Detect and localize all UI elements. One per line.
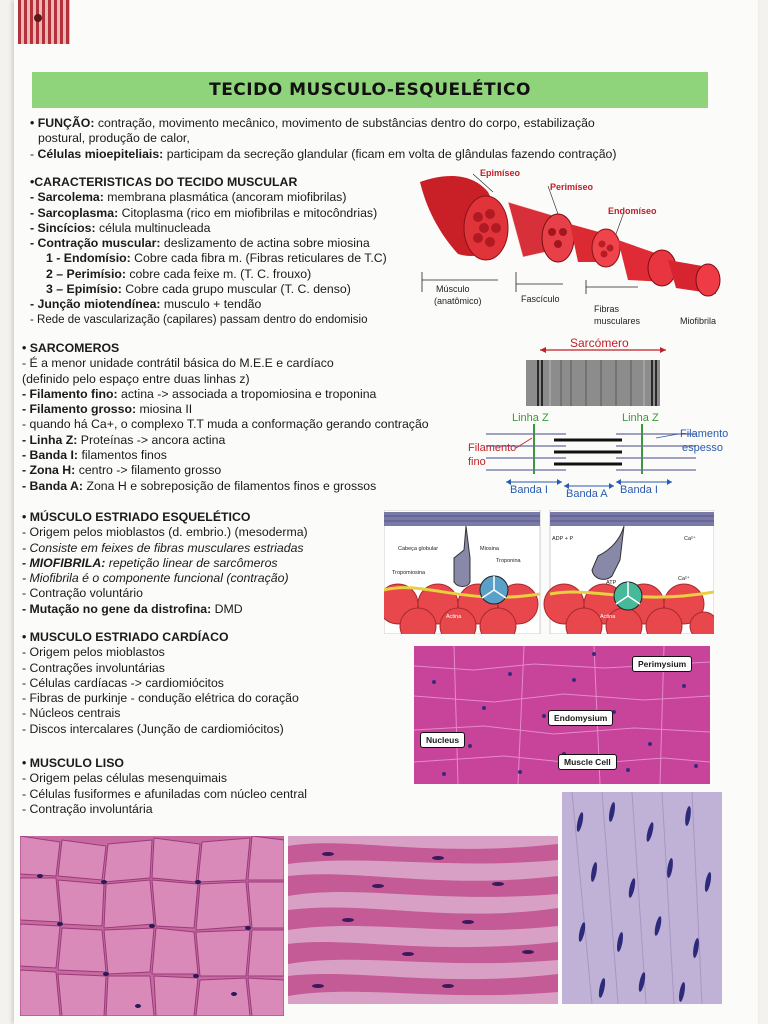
intro-block xyxy=(30,116,616,162)
list-item: - Filamento grosso: miosina II xyxy=(22,402,193,417)
list-item: - Mutação no gene da distrofina: DMD xyxy=(22,601,243,616)
label-linha-z-right: Linha Z xyxy=(622,412,659,424)
list-item: - Células cardíacas -> cardiomiócitos xyxy=(22,675,224,690)
myosin-actin-figure xyxy=(384,510,714,634)
list-item: - Origem pelas células mesenquimais xyxy=(22,771,228,786)
micrograph-skeletal xyxy=(20,836,284,1016)
list-item: - Filamento fino: actina -> associada a tropomiosina e troponina xyxy=(22,386,377,401)
title-bar xyxy=(32,72,708,108)
list-item: (definido pelo espaço entre duas linhas z) xyxy=(22,371,250,386)
label-fasciculo: Fascículo xyxy=(521,294,560,304)
list-item: - Sincícios: célula multinucleada xyxy=(30,220,211,235)
label-filamento-fino: Filamento xyxy=(468,442,517,454)
muscle-anatomy-figure xyxy=(418,162,730,330)
label-endomiseo: Endomíseo xyxy=(608,206,657,216)
label-endomysium: Endomysium xyxy=(548,710,613,726)
label-miosina: Miosina xyxy=(480,546,499,552)
list-item: - Origem pelos mioblastos xyxy=(22,645,165,660)
page-title: TECIDO MUSCULO-ESQUELÉTICO xyxy=(209,80,531,100)
histology-micrograph xyxy=(414,646,710,784)
label-fibras: Fibras xyxy=(594,304,620,314)
list-item: - Linha Z: Proteínas -> ancora actina xyxy=(22,432,226,447)
label-cabeca-globular: Cabeça globular xyxy=(398,546,439,552)
list-item: - MIOFIBRILA: repetição linear de sarcômeros xyxy=(22,555,278,570)
section-heading: • SARCOMEROS xyxy=(22,341,120,355)
label-adp-p: ADP + P xyxy=(552,536,574,542)
cardiaco-block xyxy=(22,630,299,737)
list-item: - Contrações involuntárias xyxy=(22,660,165,675)
label-espesso: espesso xyxy=(682,442,723,454)
list-item: - Fibras de purkinje - condução elétrica do coração xyxy=(22,691,299,706)
list-item: 2 – Perimísio: cobre cada feixe m. (T. C. frouxo) xyxy=(46,266,312,281)
label-sarcomero: Sarcómero xyxy=(570,336,629,350)
label-linha-z-left: Linha Z xyxy=(512,412,549,424)
list-item: - Sarcolema: membrana plasmática (ancoram miofibrilas) xyxy=(30,190,347,205)
myosin-actin-diagram xyxy=(384,510,714,634)
micrograph-smooth xyxy=(562,792,722,1004)
intro-line: postural, produção de calor, xyxy=(38,131,190,146)
list-item: - Contração muscular: deslizamento de actina sobre miosina xyxy=(30,236,370,251)
list-item: - Banda I: filamentos finos xyxy=(22,448,167,463)
liso-block xyxy=(22,756,307,817)
micrograph-skeletal-texture xyxy=(20,836,284,1016)
micrograph-cardiac xyxy=(288,836,558,1004)
list-item: - Núcleos centrais xyxy=(22,706,121,721)
label-perimiseo: Perimíseo xyxy=(550,182,594,192)
intro-line: • FUNÇÃO: contração, movimento mecânico, movimento de substâncias dentro do corpo, estabilização xyxy=(30,116,595,130)
label-musculares: musculares xyxy=(594,316,641,326)
label-troponina: Troponina xyxy=(496,558,521,564)
list-item: - Células fusiformes e afuniladas com núcleo central xyxy=(22,786,308,801)
list-item: - Zona H: centro -> filamento grosso xyxy=(22,463,222,478)
list-item: - Origem pelos mioblastos (d. embrio.) (mesoderma) xyxy=(22,525,308,540)
label-tropomiosina: Tropomiosina xyxy=(392,570,426,576)
section-heading: • MÚSCULO ESTRIADO ESQUELÉTICO xyxy=(22,510,251,524)
section-heading: • MUSCULO ESTRIADO CARDÍACO xyxy=(22,630,229,644)
sarcomere-diagram xyxy=(466,336,730,502)
label-epimiseo: Epimíseo xyxy=(480,168,521,178)
label-muscle-cell: Muscle Cell xyxy=(558,754,617,770)
label-banda-a: Banda A xyxy=(566,488,608,500)
label-actina-left: Actina xyxy=(446,614,462,620)
list-item: - Contração involuntária xyxy=(22,801,153,816)
list-item: - Discos intercalares (Junção de cardiomiócitos) xyxy=(22,721,284,736)
label-nucleus: Nucleus xyxy=(420,732,465,748)
binder-tab xyxy=(18,0,70,44)
list-item: - Sarcoplasma: Citoplasma (rico em miofibrilas e mitocôndrias) xyxy=(30,205,378,220)
list-item: - Contração voluntário xyxy=(22,586,143,601)
micrograph-cardiac-texture xyxy=(288,836,558,1004)
micrograph-smooth-texture xyxy=(562,792,722,1004)
label-miofibrila: Miofibrila xyxy=(680,316,717,326)
list-item: 3 – Epimísio: Cobre cada grupo muscular (T. C. denso) xyxy=(46,282,351,297)
list-item: - Junção miotendínea: musculo + tendão xyxy=(30,297,262,312)
label-actina-right: Actina xyxy=(600,614,616,620)
label-perimysium: Perimysium xyxy=(632,656,692,672)
section-heading: • MUSCULO LISO xyxy=(22,756,124,770)
list-item: - Banda A: Zona H e sobreposição de filamentos finos e grossos xyxy=(22,478,377,493)
label-filamento-espesso: Filamento xyxy=(680,428,729,440)
label-atp: ATP xyxy=(606,580,617,586)
sarcomeros-block xyxy=(22,341,429,494)
sarcomere-figure xyxy=(466,336,730,502)
list-item: - Consiste em feixes de fibras musculares estriadas xyxy=(22,540,304,555)
intro-line: - Células mioepiteliais: participam da secreção glandular (ficam em volta de glândulas fazendo contração) xyxy=(30,146,617,161)
label-banda-i-left: Banda I xyxy=(510,484,548,496)
label-musculo: Músculo xyxy=(436,284,470,294)
list-item: - quando há Ca+, o complexo T.T muda a conformação gerando contração xyxy=(22,417,429,432)
esqueletico-block xyxy=(22,510,308,617)
section-heading: •CARACTERISTICAS DO TECIDO MUSCULAR xyxy=(30,175,298,189)
label-fino: fino xyxy=(468,456,486,468)
label-ca-2: Ca²⁺ xyxy=(678,576,690,582)
label-banda-i-right: Banda I xyxy=(620,484,658,496)
list-item: - Miofibrila é o componente funcional (contração) xyxy=(22,571,289,586)
list-item: - Rede de vascularização (capilares) passam dentro do endomisio xyxy=(30,313,368,326)
list-item: - É a menor unidade contrátil básica do M.E.E e cardíaco xyxy=(22,356,334,371)
caracteristicas-block xyxy=(30,175,387,328)
list-item: 1 - Endomísio: Cobre cada fibra m. (Fibras reticulares de T.C) xyxy=(46,251,387,266)
label-anatomico: (anatômico) xyxy=(434,296,482,306)
label-ca-1: Ca²⁺ xyxy=(684,536,696,542)
